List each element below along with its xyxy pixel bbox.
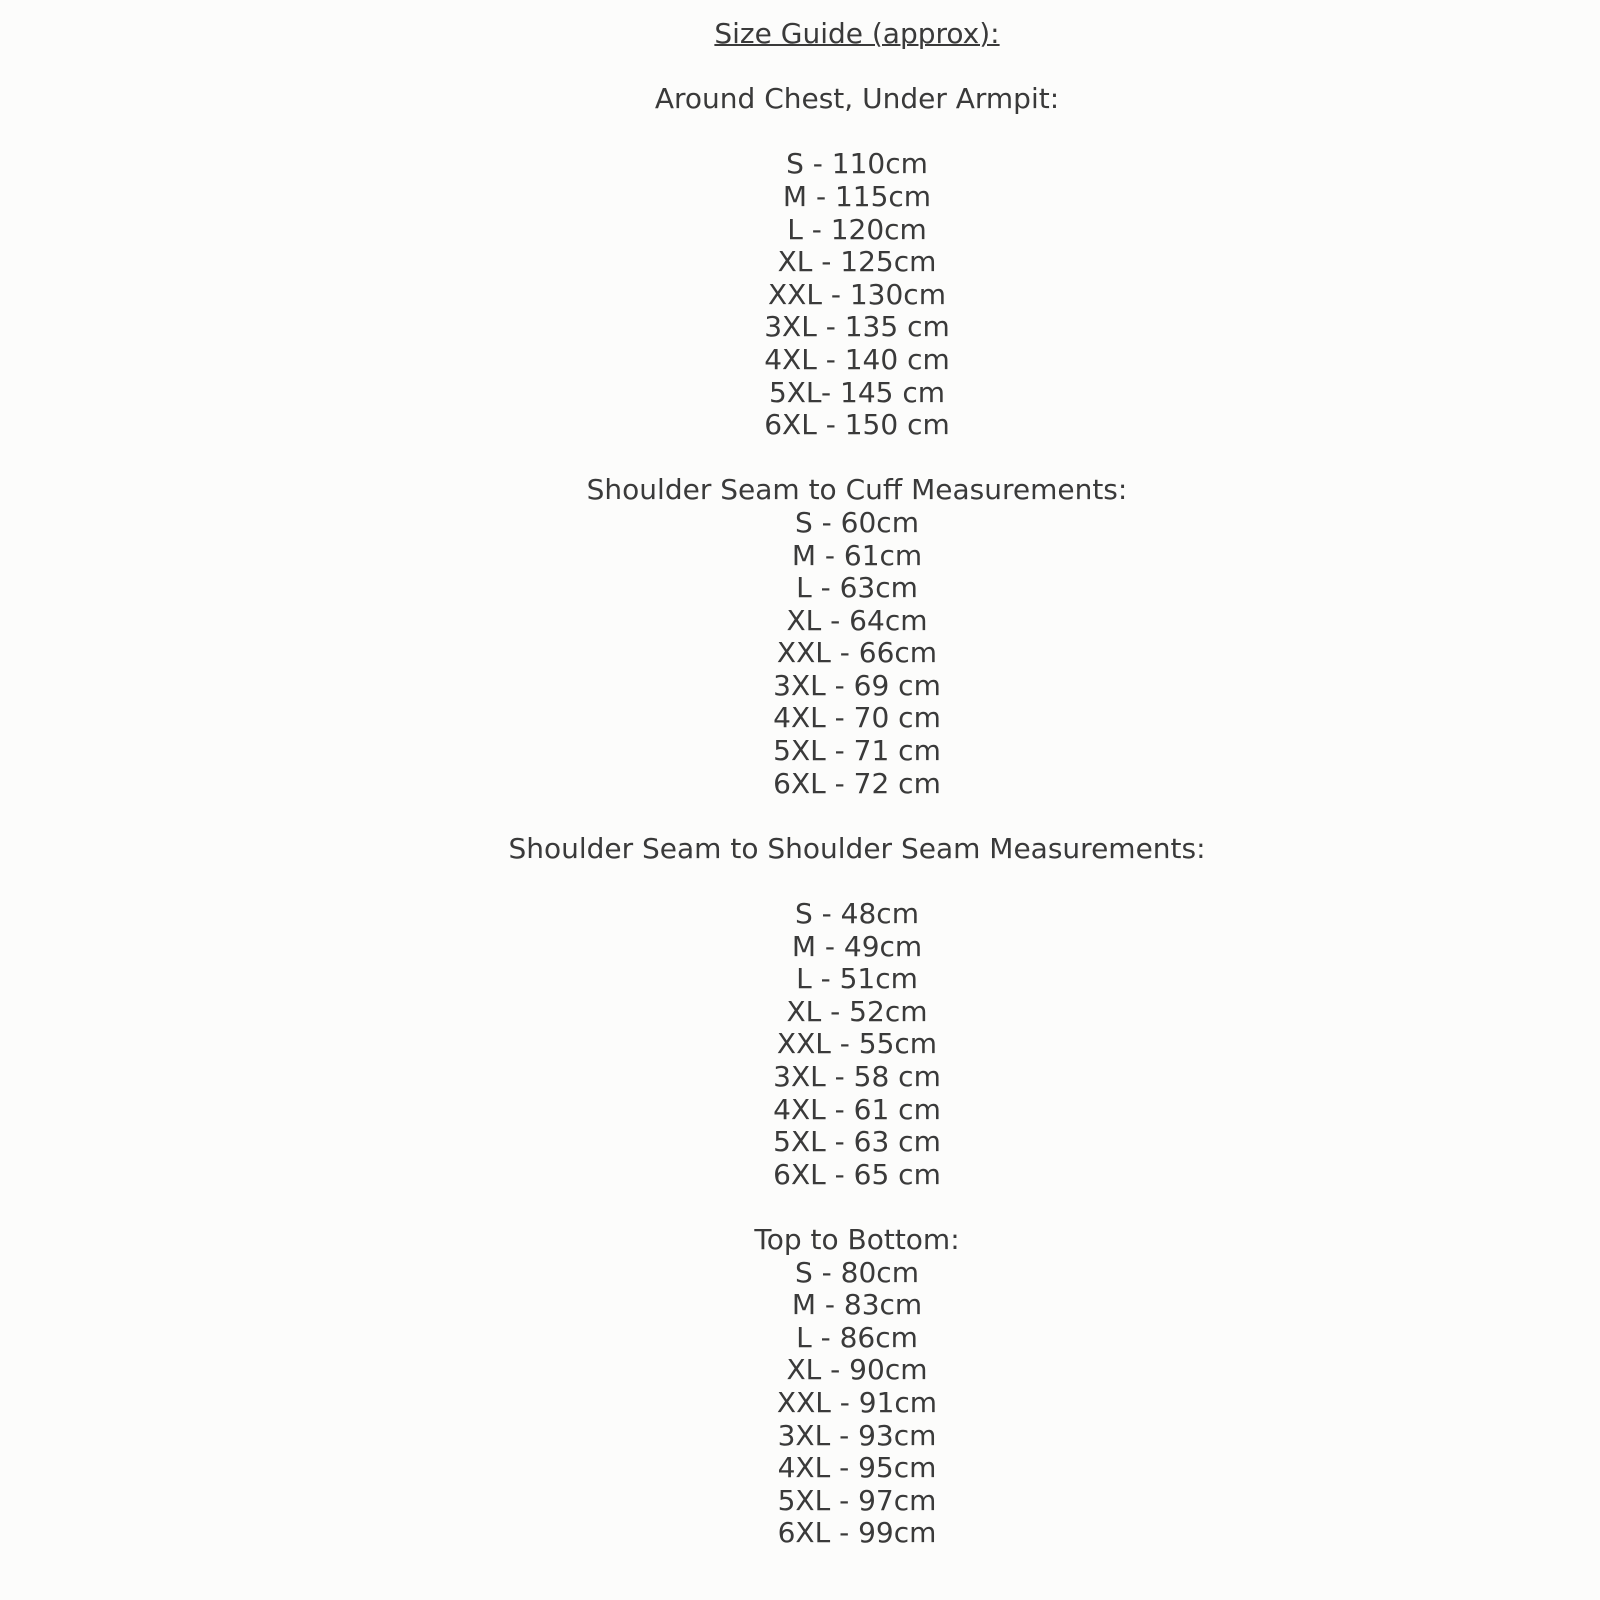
- size-guide-document: [57, 0, 1600, 1550]
- section-heading: Around Chest, Under Armpit:: [654, 82, 1060, 116]
- size-section: [57, 1224, 1600, 1550]
- size-row: 6XL - 150 cm: [764, 408, 950, 442]
- size-row: 3XL - 135 cm: [764, 310, 950, 344]
- size-row: L - 63cm: [796, 571, 918, 605]
- size-row: XXL - 55cm: [776, 1027, 938, 1061]
- section-list: [57, 898, 1600, 1191]
- size-row: S - 60cm: [795, 505, 919, 539]
- size-row: 5XL - 97cm: [777, 1483, 937, 1517]
- size-row: XL - 125cm: [777, 245, 937, 279]
- size-row: XXL - 66cm: [776, 636, 938, 670]
- size-row: S - 48cm: [795, 897, 919, 931]
- size-row: 3XL - 93cm: [777, 1418, 937, 1452]
- size-row: XXL - 91cm: [776, 1385, 938, 1419]
- size-row: 4XL - 95cm: [777, 1451, 937, 1485]
- size-row: 3XL - 58 cm: [773, 1060, 941, 1093]
- size-row: 5XL- 145 cm: [768, 375, 946, 409]
- size-row: L - 51cm: [796, 962, 918, 996]
- size-row: XL - 64cm: [786, 603, 928, 637]
- section-heading: Shoulder Seam to Shoulder Seam Measurements:: [508, 831, 1206, 865]
- size-row: XL - 52cm: [786, 994, 928, 1028]
- size-row: 3XL - 69 cm: [773, 668, 941, 702]
- size-guide-sections: [57, 83, 1600, 1550]
- size-row: M - 83cm: [791, 1288, 923, 1322]
- size-row: S - 110cm: [786, 147, 928, 181]
- size-row: M - 49cm: [791, 929, 923, 963]
- size-row: 6XL - 72 cm: [773, 766, 941, 800]
- size-row: 5XL - 71 cm: [773, 734, 941, 768]
- size-row: 4XL - 61 cm: [773, 1092, 941, 1126]
- section-heading: Top to Bottom:: [754, 1222, 960, 1256]
- size-row: 6XL - 99cm: [777, 1516, 937, 1550]
- size-row: L - 120cm: [787, 212, 927, 246]
- size-row: 4XL - 70 cm: [773, 701, 941, 735]
- section-heading: Shoulder Seam to Cuff Measurements:: [586, 473, 1128, 507]
- section-list: [57, 148, 1600, 441]
- size-row: L - 86cm: [796, 1320, 918, 1354]
- page-title-text: Size Guide (approx):: [714, 17, 1000, 50]
- size-section: [57, 474, 1600, 800]
- size-row: M - 61cm: [791, 538, 923, 572]
- section-list: [57, 1257, 1600, 1550]
- size-row: 5XL - 63 cm: [773, 1125, 941, 1159]
- size-row: 6XL - 65 cm: [773, 1157, 941, 1191]
- size-row: XL - 90cm: [786, 1353, 928, 1387]
- size-section: [57, 83, 1600, 442]
- size-row: 4XL - 140 cm: [764, 342, 950, 376]
- size-row: S - 80cm: [795, 1255, 919, 1289]
- size-row: M - 115cm: [782, 179, 932, 213]
- section-list: [57, 507, 1600, 800]
- page-title: [57, 18, 1600, 51]
- size-row: XXL - 130cm: [768, 277, 946, 311]
- size-section: [57, 833, 1600, 1192]
